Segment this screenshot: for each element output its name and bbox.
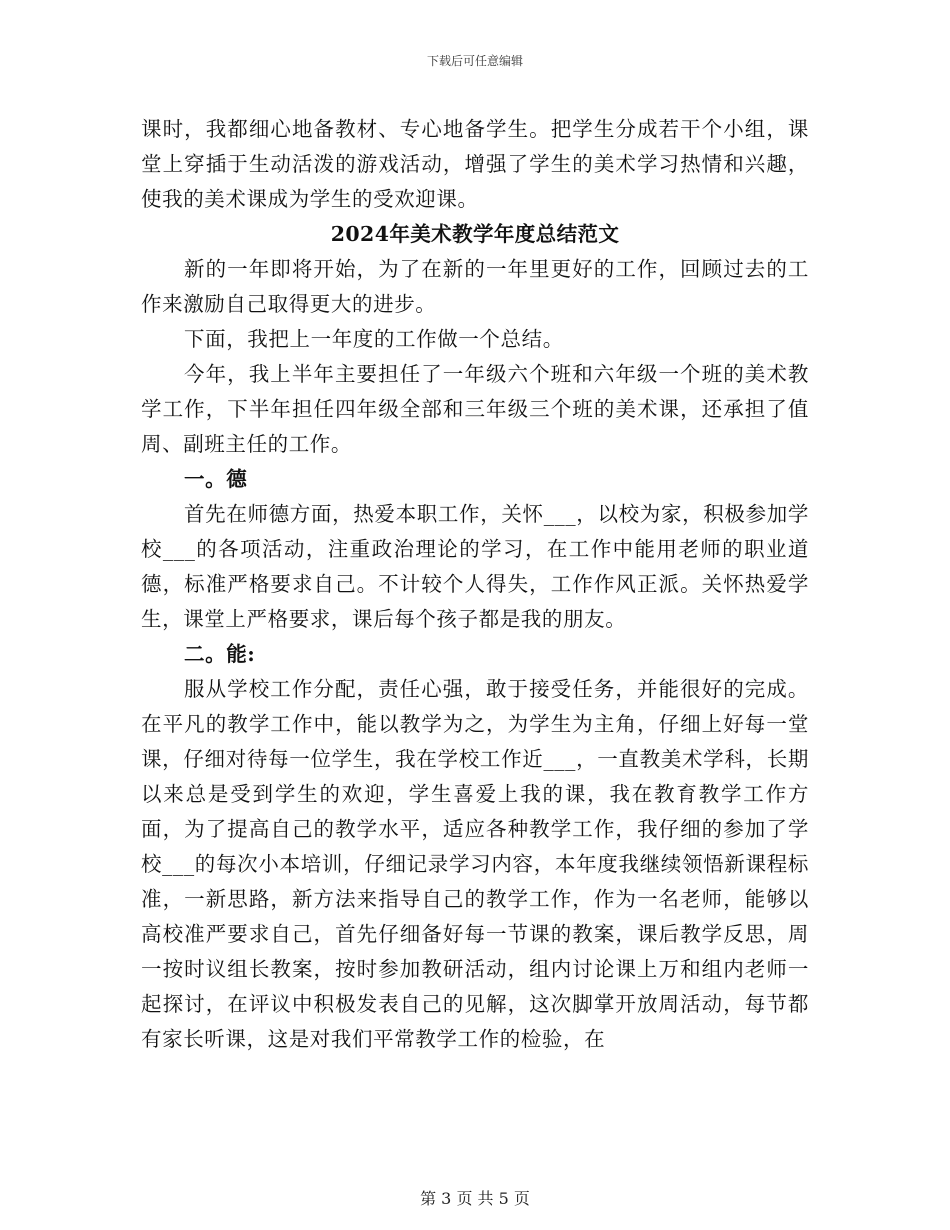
paragraph-summary: 下面，我把上一年度的工作做一个总结。	[184, 327, 564, 351]
paragraph-continued: 课时，我都细心地备教材、专心地备学生。把学生分成若干个小组，课堂上穿插于生动活泼的游戏活动，增强了学生的美术学习热情和兴趣，使我的美术课成为学生的受欢迎课。	[141, 117, 809, 211]
paragraph-neng: 服从学校工作分配，责任心强，敢于接受任务，并能很好的完成。在平凡的教学工作中，能以教学为之，为学生为主角，仔细上好每一堂课，仔细对待每一位学生，我在学校工作近___，一直教美术学科，长期以来总是受到学生的欢迎，学生喜爱上我的课，我在教育教学工作方面，为了提高自己的教学水平，适应各种教学工作，我仔细的参加了学校___的每次小本培训，仔细记录学习内容，本年度我继续领悟新课程标准，一新思路，新方法来指导自己的教学工作，作为一名老师，能够以高校准严要求自己，首先仔细备好每一节课的教案，课后教学反思，周一按时议组长教案，按时参加教研活动，组内讨论课上万和组内老师一起探讨，在评议中积极发表自己的见解，这次脚掌开放周活动，每节都有家长听课，这是对我们平常教学工作的检验，在	[141, 677, 809, 1051]
paragraph-intro: 新的一年即将开始，为了在新的一年里更好的工作，回顾过去的工作来激励自己取得更大的进步。	[141, 257, 809, 316]
page-header: 下载后可任意编辑	[426, 54, 523, 68]
page-number: 第 3 页 共 5 页	[420, 1189, 530, 1208]
paragraph-de: 首先在师德方面，热爱本职工作，关怀___，以校为家，积极参加学校___的各项活动，注重政治理论的学习，在工作中能用老师的职业道德，标准严格要求自己。不计较个人得失，工作作风正派。关怀热爱学生，课堂上严格要求，课后每个孩子都是我的朋友。	[141, 502, 809, 631]
section-heading-neng: 二。能:	[184, 642, 256, 666]
paragraph-duties: 今年，我上半年主要担任了一年级六个班和六年级一个班的美术教学工作，下半年担任四年级全部和三年级三个班的美术课，还承担了值周、副班主任的工作。	[141, 362, 809, 456]
section-heading-de: 一。德	[184, 467, 248, 491]
document-title: 2024年美术教学年度总结范文	[330, 222, 620, 246]
document-body	[141, 112, 809, 1057]
